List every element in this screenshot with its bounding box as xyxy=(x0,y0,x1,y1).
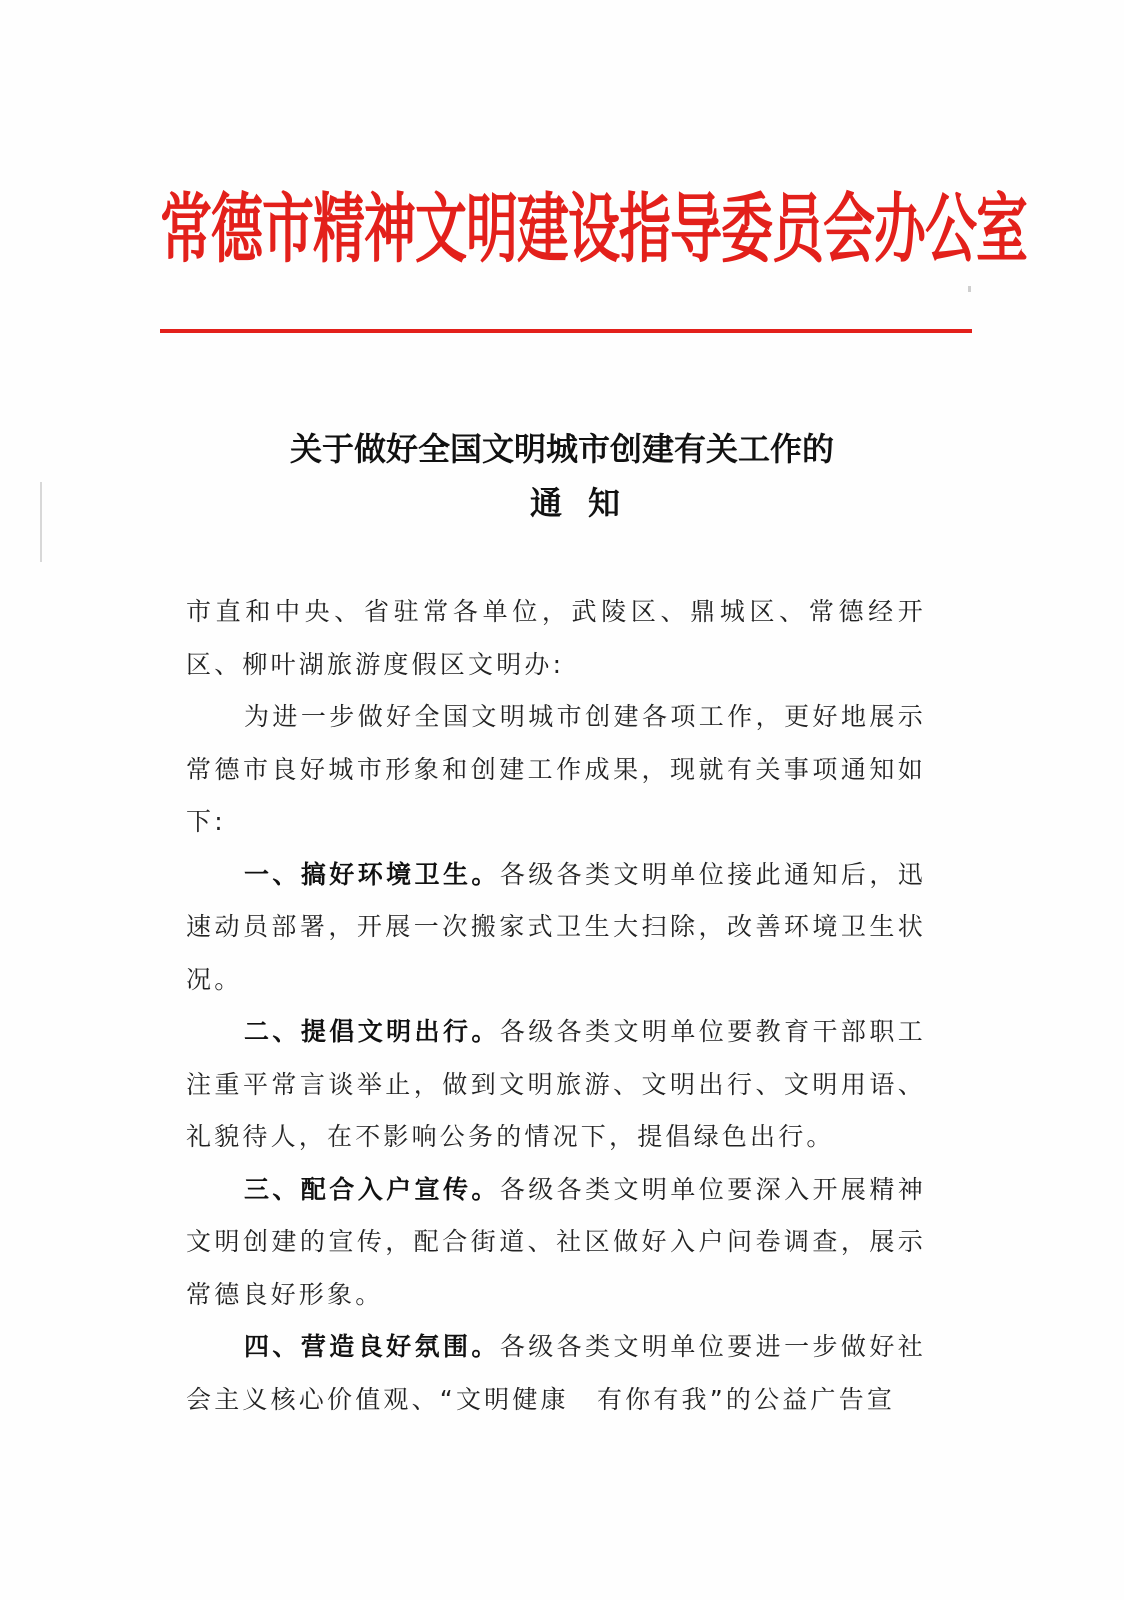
scan-artifact xyxy=(40,482,42,562)
item-heading-3: 三、配合入户宣传。 xyxy=(244,1174,500,1204)
item-heading-2: 二、提倡文明出行。 xyxy=(244,1017,500,1046)
item-paragraph-1 xyxy=(186,849,926,1007)
document-body xyxy=(186,586,926,1426)
document-title-line-2: 通知 xyxy=(529,484,646,522)
addressee-paragraph: 市直和中央、省驻常各单位，武陵区、鼎城区、常德经开区、柳叶湖旅游度假区文明办: xyxy=(186,597,926,679)
item-paragraph-2 xyxy=(186,1006,926,1164)
item-paragraph-3 xyxy=(186,1164,926,1322)
item-text-3: 各级各类文明单位要深入开展精神文明创建的宣传，配合街道、社区做好入户问卷调查，展示常德良好形象。 xyxy=(186,1174,926,1309)
item-paragraph-4 xyxy=(186,1321,926,1426)
item-text-1: 各级各类文明单位接此通知后，迅速动员部署，开展一次搬家式卫生大扫除，改善环境卫生状况。 xyxy=(186,859,926,994)
item-text-4: 各级各类文明单位要进一步做好社会主义核心价值观、“文明健康 有你有我”的公益广告宣 xyxy=(186,1332,926,1414)
item-heading-1: 一、搞好环境卫生。 xyxy=(244,859,500,889)
intro-paragraph: 为进一步做好全国文明城市创建各项工作，更好地展示常德市良好城市形象和创建工作成果，现就有关事项通知如下: xyxy=(186,702,926,836)
red-divider-line xyxy=(160,329,972,333)
item-heading-4: 四、营造良好氛围。 xyxy=(244,1332,500,1361)
document-title-line-1: 关于做好全国文明城市创建有关工作的 xyxy=(289,430,834,468)
scan-artifact xyxy=(968,286,971,292)
issuing-office-heading: 常德市精神文明建设指导委员会办公室 xyxy=(160,186,1028,274)
item-text-2: 各级各类文明单位要教育干部职工注重平常言谈举止，做到文明旅游、文明出行、文明用语、礼貌待人，在不影响公务的情况下，提倡绿色出行。 xyxy=(186,1017,926,1151)
